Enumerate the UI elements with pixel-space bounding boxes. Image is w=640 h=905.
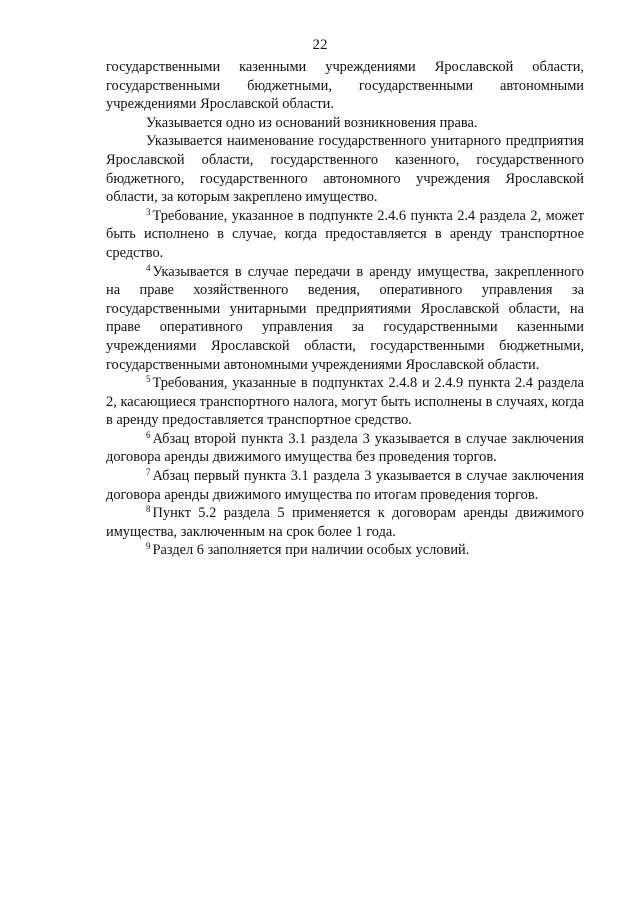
page-number: 22 [312,37,328,53]
footnote-text: Абзац второй пункта 3.1 раздела 3 указывается в случае заключения договора аренды движимого имущества без проведения торгов. [106,430,584,466]
footnote-text: Указывается в случае передачи в аренду имущества, закрепленного на праве хозяйственного ведения, оперативного управления за государственными унитарными предприятиями Ярославской области, на праве оперативного управления за государственными казенными учреждениями Ярославской области, государственными бюджетными, государственными автономными учреждениями Ярославской области. [106,263,584,373]
paragraph [106,58,584,114]
footnote-marker: 4 [146,262,151,273]
footnote-marker: 5 [146,374,151,385]
paragraph [106,132,584,206]
footnote-text: Требования, указанные в подпунктах 2.4.8 и 2.4.9 пункта 2.4 раздела 2, касающиеся транспортного налога, могут быть исполнены в случаях, когда в аренду предоставляется транспортное средство. [106,375,584,429]
footnote-8 [106,504,584,541]
footnotes-text [106,58,584,560]
footnote-7 [106,467,584,504]
footnote-3 [106,207,584,263]
paragraph-text: Указывается наименование государственного унитарного предприятия Ярославской области, государственного казенного, государственного бюджетного, государственного автономного учреждения Ярославской области, за которым закреплено имущество. [106,133,584,206]
footnote-4 [106,263,584,375]
footnote-text: Пункт 5.2 раздела 5 применяется к договорам аренды движимого имущества, заключенным на срок более 1 года. [106,505,584,540]
footnote-marker: 8 [146,504,151,515]
footnote-5 [106,374,584,430]
paragraph [106,114,584,133]
paragraph-text: Указывается одно из оснований возникновения права. [146,114,478,131]
footnote-text: Абзац первый пункта 3.1 раздела 3 указывается в случае заключения договора аренды движимого имущества по итогам проведения торгов. [106,468,584,503]
footnote-text: Раздел 6 заполняется при наличии особых условий. [152,542,470,559]
footnote-marker: 3 [146,206,151,217]
paragraph-text: государственными казенными учреждениями Ярославской области, государственными бюджетными, государственными автономными учреждениями Ярославской области. [106,59,584,113]
footnote-marker: 9 [146,541,151,552]
footnote-9 [106,541,584,560]
footnote-6 [106,430,584,467]
footnote-marker: 7 [146,467,151,478]
footnote-text: Требование, указанное в подпункте 2.4.6 пункта 2.4 раздела 2, может быть исполнено в случае, когда предоставляется в аренду транспортное средство. [106,207,584,261]
footnote-marker: 6 [146,429,151,440]
